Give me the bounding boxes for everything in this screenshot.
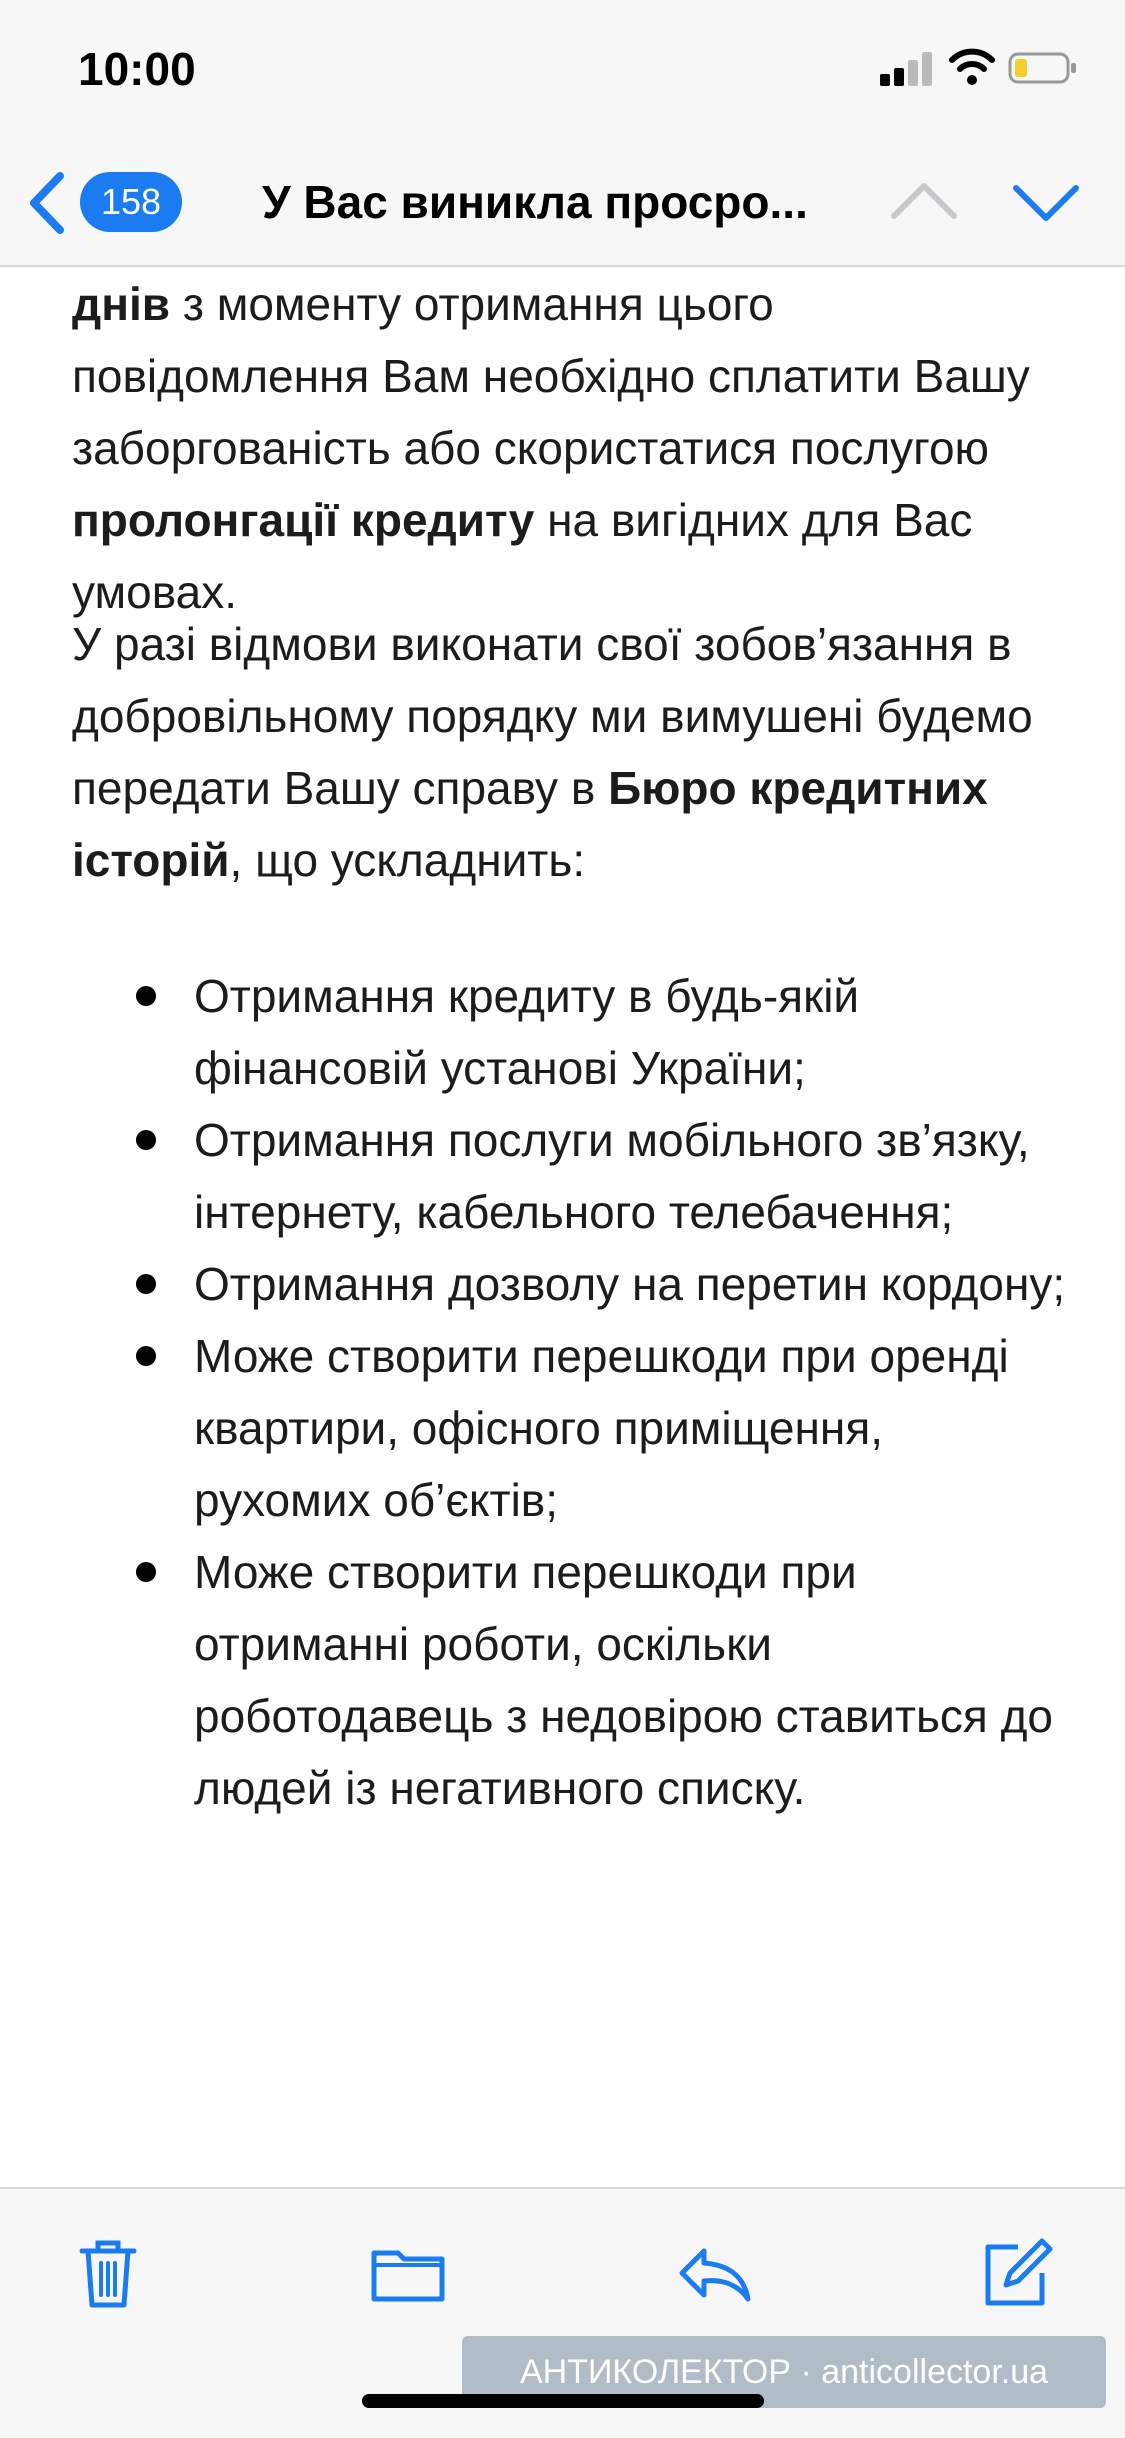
- paragraph1-text2: на вигідних для Вас умовах.: [72, 494, 973, 618]
- list-item: Може створити перешкоди при оренді квартири, офісного приміщення, рухомих об’єктів;: [72, 1320, 1072, 1536]
- cellular-signal-icon: [880, 52, 936, 86]
- consequences-list: [72, 960, 1072, 1824]
- bold-days: днів: [72, 278, 171, 330]
- list-item: Може створити перешкоди при отриманні роботи, оскільки роботодавець з недовірою ставиться до людей із негативного списку.: [72, 1536, 1072, 1824]
- message-body: [72, 268, 1072, 1824]
- navigation-bar: [0, 150, 1125, 267]
- list-item: Отримання послуги мобільного зв’язку, інтернету, кабельного телебачення;: [72, 1104, 1072, 1248]
- reply-icon[interactable]: [674, 2233, 754, 2313]
- next-message-chevron-down-icon[interactable]: [1010, 172, 1082, 232]
- paragraph-consequences: [72, 608, 1072, 896]
- previous-message-chevron-up-icon[interactable]: [888, 172, 960, 232]
- wifi-icon: [948, 46, 996, 86]
- back-chevron-icon[interactable]: [22, 168, 72, 238]
- compose-icon[interactable]: [976, 2233, 1056, 2313]
- paragraph2-text2: , що ускладнить:: [229, 834, 586, 886]
- message-subject-title: У Вас виникла просро...: [262, 176, 808, 228]
- paragraph2-text1: У разі відмови виконати свої зобов’язання в добровільному порядку ми вимушені будемо передати Вашу справу в: [72, 618, 1033, 814]
- status-bar: [0, 0, 1125, 150]
- paragraph1-text1: з моменту отримання цього повідомлення Вам необхідно сплатити Вашу заборгованість або скористатися послугою: [72, 278, 1030, 474]
- watermark: АНТИКОЛЕКТОР · anticollector.ua: [462, 2336, 1106, 2408]
- list-item: Отримання кредиту в будь-якій фінансовій установі України;: [72, 960, 1072, 1104]
- status-time: 10:00: [78, 43, 196, 95]
- battery-icon: [1008, 52, 1078, 84]
- paragraph-deadline: [72, 268, 1072, 618]
- mailbox-count-badge[interactable]: 158: [80, 172, 182, 232]
- trash-icon[interactable]: [68, 2233, 148, 2313]
- folder-icon[interactable]: [368, 2233, 448, 2313]
- home-indicator: [362, 2394, 764, 2408]
- bold-prolongation: пролонгації кредиту: [72, 494, 535, 546]
- list-item: Отримання дозволу на перетин кордону;: [72, 1248, 1072, 1320]
- bold-credit-bureau: Бюро кредитних історій: [72, 762, 988, 886]
